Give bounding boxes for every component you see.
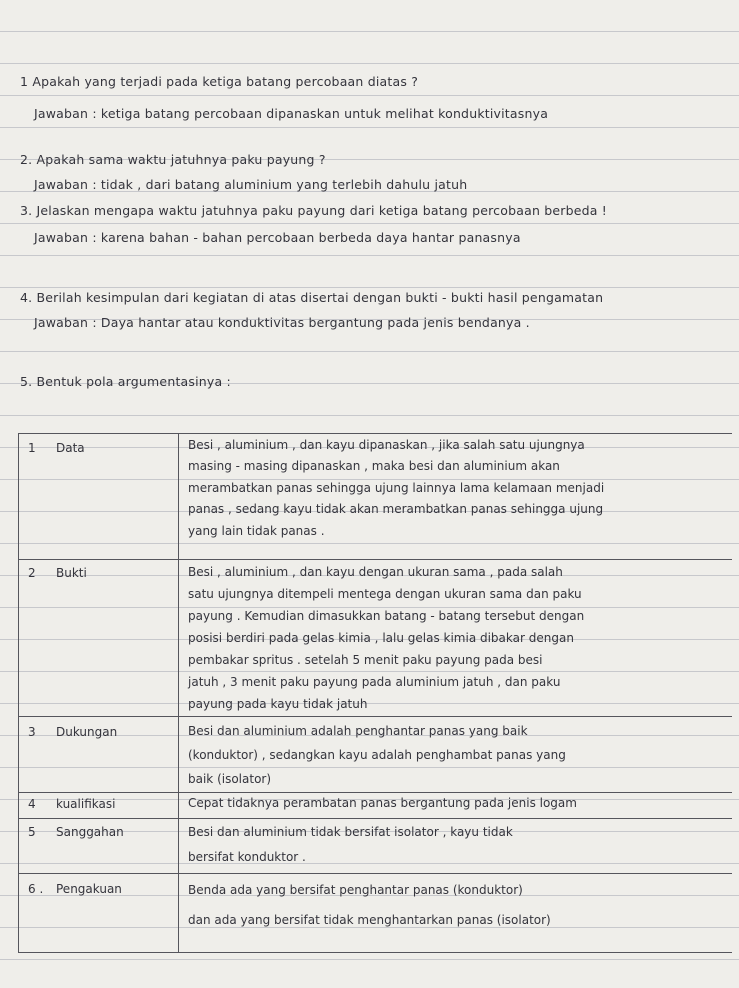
answer-2: Jawaban : tidak , dari batang aluminium yang terlebih dahulu jatuh — [34, 177, 468, 192]
row-line: payung pada kayu tidak jatuh — [188, 697, 368, 711]
table-border-bottom — [18, 952, 732, 953]
row-label: Bukti — [56, 566, 87, 580]
question-3: 3. Jelaskan mengapa waktu jatuhnya paku payung dari ketiga batang percobaan berbeda ! — [20, 203, 608, 218]
row-line: jatuh , 3 menit paku payung pada aluminium jatuh , dan paku — [188, 675, 561, 689]
row-number: 6 . — [28, 882, 44, 896]
row-label: kualifikasi — [56, 797, 116, 811]
row-line: satu ujungnya ditempeli mentega dengan ukuran sama dan paku — [188, 587, 582, 601]
argument-intro: 5. Bentuk pola argumentasinya : — [20, 374, 231, 389]
row-line: payung . Kemudian dimasukkan batang - batang tersebut dengan — [188, 609, 585, 623]
row-number: 1 — [28, 441, 36, 455]
row-line: masing - masing dipanaskan , maka besi dan aluminium akan — [188, 459, 560, 474]
row-divider — [18, 818, 732, 819]
row-line: Cepat tidaknya perambatan panas bergantung pada jenis logam — [188, 796, 577, 810]
row-number: 4 — [28, 797, 36, 811]
row-content — [188, 435, 604, 542]
row-number: 2 — [28, 566, 36, 580]
row-number: 3 — [28, 725, 36, 739]
row-line: panas , sedang kayu tidak akan merambatkan panas sehingga ujung — [188, 502, 604, 517]
row-line: Besi dan aluminium adalah penghantar panas yang baik — [188, 724, 528, 738]
row-content — [188, 820, 513, 870]
row-line: baik (isolator) — [188, 772, 272, 786]
row-line: Benda ada yang bersifat penghantar panas (konduktor) — [188, 883, 523, 897]
answer-3: Jawaban : karena bahan - bahan percobaan berbeda daya hantar panasnya — [34, 230, 521, 245]
row-divider — [18, 873, 732, 874]
row-label: Pengakuan — [56, 882, 122, 896]
row-line: posisi berdiri pada gelas kimia , lalu gelas kimia dibakar dengan — [188, 631, 574, 645]
argument-table — [18, 433, 732, 953]
answer-4: Jawaban : Daya hantar atau konduktivitas bergantung pada jenis bendanya . — [34, 315, 530, 330]
question-4: 4. Berilah kesimpulan dari kegiatan di atas disertai dengan bukti - bukti hasil pengamatan — [20, 290, 604, 305]
row-divider — [18, 559, 732, 560]
row-label: Data — [56, 441, 85, 455]
row-divider — [18, 716, 732, 717]
row-content — [188, 561, 584, 715]
row-label: Sanggahan — [56, 825, 124, 839]
row-line: bersifat konduktor . — [188, 850, 306, 864]
row-line: Besi dan aluminium tidak bersifat isolator , kayu tidak — [188, 825, 513, 839]
answer-1: Jawaban : ketiga batang percobaan dipanaskan untuk melihat konduktivitasnya — [34, 106, 549, 121]
row-line: pembakar spritus . setelah 5 menit paku payung pada besi — [188, 653, 543, 667]
row-content — [188, 719, 566, 791]
row-content — [188, 875, 551, 935]
row-line: Besi , aluminium , dan kayu dengan ukuran sama , pada salah — [188, 565, 563, 579]
row-number: 5 — [28, 825, 36, 839]
row-line: Besi , aluminium , dan kayu dipanaskan , jika salah satu ujungnya — [188, 438, 585, 452]
table-border-left — [18, 433, 19, 953]
row-content — [188, 793, 577, 814]
row-line: yang lain tidak panas . — [188, 523, 325, 538]
row-line: dan ada yang bersifat tidak menghantarkan panas (isolator) — [188, 913, 551, 927]
row-line: merambatkan panas sehingga ujung lainnya lama kelamaan menjadi — [188, 480, 605, 495]
row-label: Dukungan — [56, 725, 118, 739]
question-2: 2. Apakah sama waktu jatuhnya paku payung ? — [20, 152, 326, 167]
question-1: 1 Apakah yang terjadi pada ketiga batang percobaan diatas ? — [20, 74, 419, 89]
table-column-divider — [178, 433, 179, 953]
table-border-top — [18, 433, 732, 434]
row-line: (konduktor) , sedangkan kayu adalah penghambat panas yang — [188, 748, 566, 762]
